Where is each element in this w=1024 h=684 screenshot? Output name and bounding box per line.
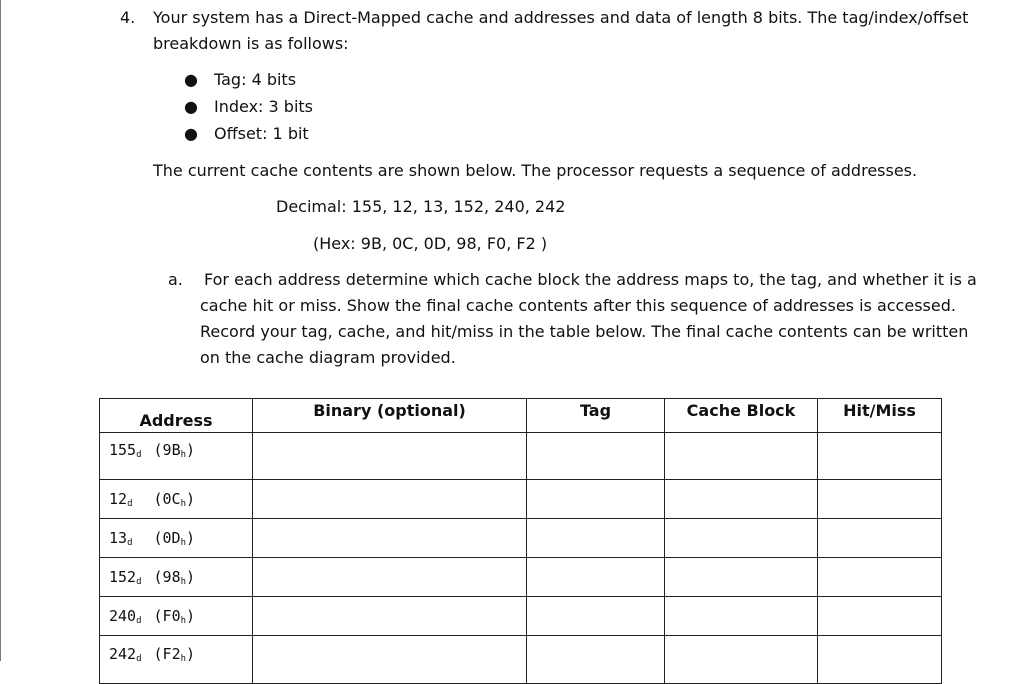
table-row: [100, 636, 942, 684]
bullet-dot-icon: ●: [184, 70, 198, 89]
tag-input-cell[interactable]: [527, 636, 665, 684]
question-intro-line2: breakdown is as follows:: [153, 34, 349, 53]
address-cell: $13_d$ $(0D_h)$: [100, 519, 253, 558]
tag-input-cell[interactable]: [527, 519, 665, 558]
address-cell: $240_d$ $(F0_h)$: [100, 597, 253, 636]
address-table: [99, 398, 942, 684]
cache-block-input-cell[interactable]: [665, 433, 818, 480]
table-row: [100, 597, 942, 636]
hit-miss-input-cell[interactable]: [818, 433, 942, 480]
bullet-index: Index: 3 bits: [214, 97, 313, 116]
table-header-row: [100, 399, 942, 433]
hit-miss-input-cell[interactable]: [818, 636, 942, 684]
decimal-sequence: Decimal: 155, 12, 13, 152, 240, 242: [276, 197, 566, 216]
tag-input-cell[interactable]: [527, 558, 665, 597]
cache-block-input-cell[interactable]: [665, 558, 818, 597]
address-cell: $12_d$ $(0C_h)$: [100, 480, 253, 519]
page-left-border: [0, 0, 1, 661]
cache-block-input-cell[interactable]: [665, 597, 818, 636]
tag-input-cell[interactable]: [527, 597, 665, 636]
table-row: [100, 480, 942, 519]
cache-block-input-cell[interactable]: [665, 519, 818, 558]
hit-miss-input-cell[interactable]: [818, 519, 942, 558]
current-contents-text: The current cache contents are shown below. The processor requests a sequence of addresses.: [153, 161, 918, 180]
header-hit-miss: Hit/Miss: [818, 399, 942, 433]
hit-miss-input-cell[interactable]: [818, 480, 942, 519]
binary-input-cell[interactable]: [253, 558, 527, 597]
bullet-offset: Offset: 1 bit: [214, 124, 309, 143]
tag-input-cell[interactable]: [527, 480, 665, 519]
part-a-label: a.: [168, 270, 183, 289]
bullet-dot-icon: ●: [184, 97, 198, 116]
table-row: [100, 519, 942, 558]
cache-block-input-cell[interactable]: [665, 636, 818, 684]
table-row: [100, 558, 942, 597]
hit-miss-input-cell[interactable]: [818, 597, 942, 636]
hit-miss-input-cell[interactable]: [818, 558, 942, 597]
binary-input-cell[interactable]: [253, 636, 527, 684]
part-a-line1: For each address determine which cache block the address maps to, the tag, and whether it is a: [204, 270, 977, 289]
binary-input-cell[interactable]: [253, 433, 527, 480]
tag-input-cell[interactable]: [527, 433, 665, 480]
binary-input-cell[interactable]: [253, 519, 527, 558]
question-number: 4.: [120, 8, 136, 27]
header-binary: Binary (optional): [253, 399, 527, 433]
hex-sequence: (Hex: 9B, 0C, 0D, 98, F0, F2 ): [313, 234, 548, 253]
header-tag: Tag: [527, 399, 665, 433]
binary-input-cell[interactable]: [253, 480, 527, 519]
address-cell: $155_d$ $(9B_h)$: [100, 433, 253, 480]
question-intro-line1: Your system has a Direct-Mapped cache and addresses and data of length 8 bits. The tag/index/offset: [153, 8, 969, 27]
bullet-tag: Tag: 4 bits: [214, 70, 297, 89]
part-a-line2: cache hit or miss. Show the final cache contents after this sequence of addresses is accessed.: [200, 296, 956, 315]
header-cache-block: Cache Block: [665, 399, 818, 433]
table-row: [100, 433, 942, 480]
cache-block-input-cell[interactable]: [665, 480, 818, 519]
address-cell: $242_d$ $(F2_h)$: [100, 636, 253, 684]
header-address: Address: [100, 399, 253, 433]
address-cell: $152_d$ $(98_h)$: [100, 558, 253, 597]
part-a-line4: on the cache diagram provided.: [200, 348, 456, 367]
part-a-line3: Record your tag, cache, and hit/miss in the table below. The final cache contents can be written: [200, 322, 969, 341]
binary-input-cell[interactable]: [253, 597, 527, 636]
bullet-dot-icon: ●: [184, 124, 198, 143]
